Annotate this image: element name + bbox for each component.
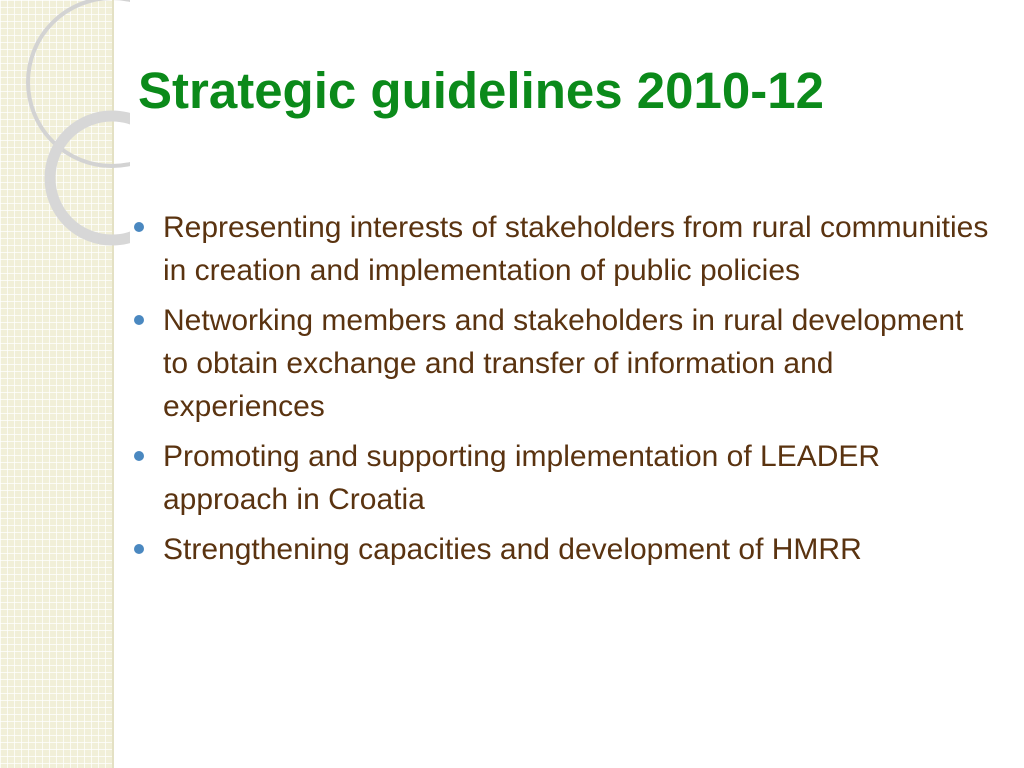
bullet-text: Networking members and stakeholders in rural development to obtain exchange and transfer of information and experiences bbox=[163, 304, 964, 423]
decorative-rings bbox=[0, 0, 130, 260]
bullet-item bbox=[132, 528, 992, 571]
bullet-dot-icon bbox=[134, 222, 144, 232]
bullet-item bbox=[132, 206, 992, 292]
decorative-ring-small bbox=[50, 116, 130, 240]
bullet-item bbox=[132, 435, 992, 521]
bullet-text: Strengthening capacities and development of HMRR bbox=[163, 533, 862, 566]
slide-title: Strategic guidelines 2010-12 bbox=[138, 62, 824, 119]
bullet-text: Representing interests of stakeholders from rural communities in creation and implementation of public policies bbox=[163, 211, 989, 287]
decorative-ring-large bbox=[28, 0, 130, 166]
bullet-item bbox=[132, 299, 992, 428]
bullet-dot-icon bbox=[134, 451, 144, 461]
bullet-text: Promoting and supporting implementation of LEADER approach in Croatia bbox=[163, 440, 881, 516]
bullet-list bbox=[132, 206, 992, 578]
bullet-dot-icon bbox=[134, 315, 144, 325]
bullet-dot-icon bbox=[134, 544, 144, 554]
